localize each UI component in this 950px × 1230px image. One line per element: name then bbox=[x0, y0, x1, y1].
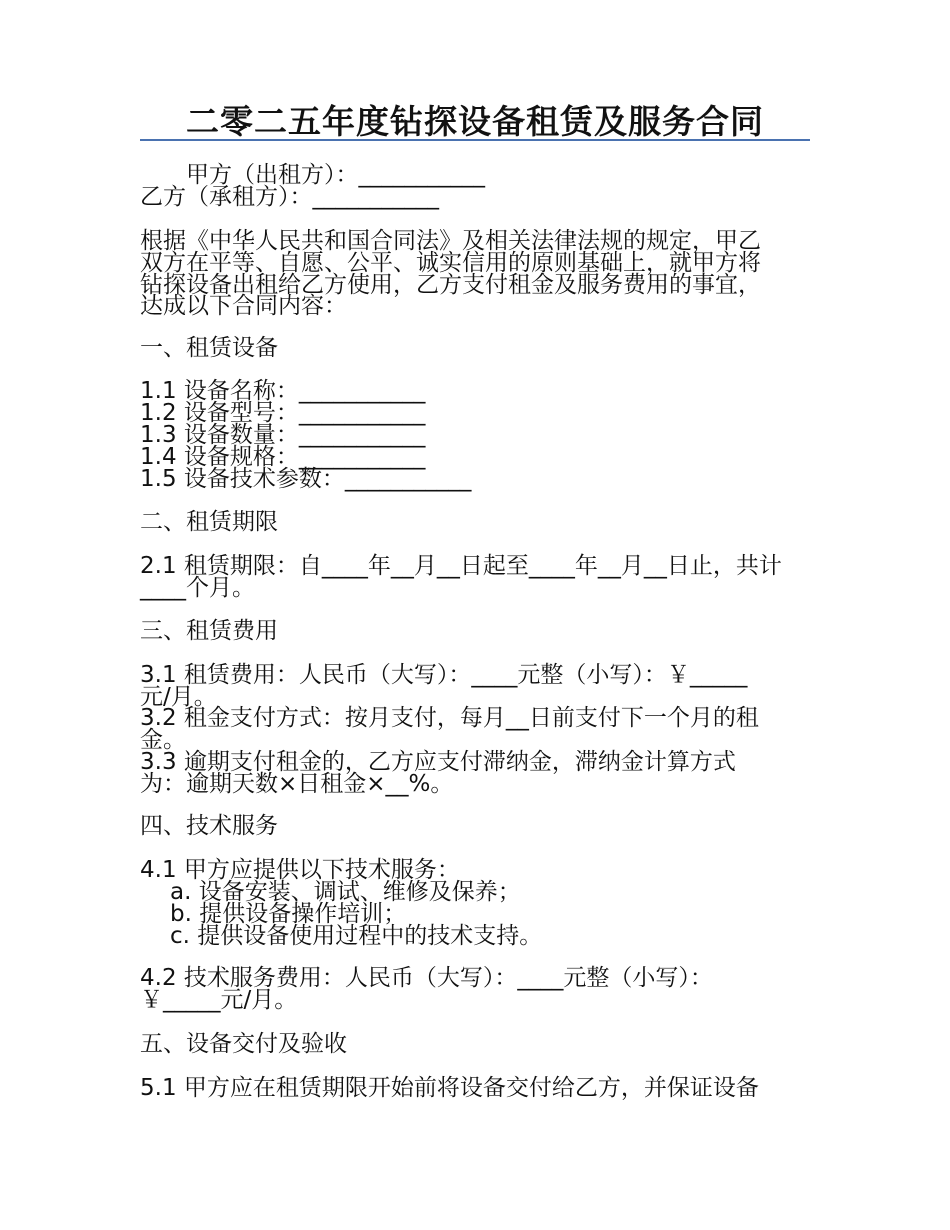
equipment-item: 1.4 设备规格：___________ bbox=[140, 444, 426, 470]
service-item: c. 提供设备使用过程中的技术支持。 bbox=[170, 923, 543, 949]
service-line: 4.2 技术服务费用：人民币（大写）：____元整（小写）： bbox=[140, 965, 713, 991]
preamble-line: 根据《中华人民共和国合同法》及相关法律法规的规定，甲乙 bbox=[140, 228, 761, 254]
delivery-line: 5.1 甲方应在租赁期限开始前将设备交付给乙方，并保证设备 bbox=[140, 1075, 759, 1101]
service-line: ￥_____元/月。 bbox=[140, 987, 298, 1013]
fee-line: 3.3 逾期支付租金的，乙方应支付滞纳金，滞纳金计算方式 bbox=[140, 749, 736, 775]
term-line: 2.1 租赁期限：自____年__月__日起至____年__月__日止，共计 bbox=[140, 553, 782, 579]
equipment-item: 1.5 设备技术参数：___________ bbox=[140, 466, 472, 492]
service-item: a. 设备安装、调试、维修及保养； bbox=[170, 879, 521, 905]
preamble-line: 达成以下合同内容： bbox=[140, 293, 347, 319]
equipment-item: 1.2 设备型号：___________ bbox=[140, 400, 426, 426]
equipment-item: 1.3 设备数量：___________ bbox=[140, 422, 426, 448]
preamble-line: 钻探设备出租给乙方使用，乙方支付租金及服务费用的事宜， bbox=[140, 272, 761, 298]
service-item: b. 提供设备操作培训； bbox=[170, 901, 407, 927]
document-title: 二零二五年度钻探设备租赁及服务合同 bbox=[186, 102, 764, 141]
party-b-line: 乙方（承租方）：___________ bbox=[140, 184, 439, 210]
fee-line: 为：逾期天数×日租金×__%。 bbox=[140, 771, 454, 797]
fee-line: 金。 bbox=[140, 727, 186, 753]
section-heading-3: 三、租赁费用 bbox=[140, 618, 278, 644]
section-heading-1: 一、租赁设备 bbox=[140, 335, 278, 361]
section-heading-4: 四、技术服务 bbox=[140, 813, 278, 839]
service-line: 4.1 甲方应提供以下技术服务： bbox=[140, 857, 460, 883]
party-a-line: 甲方（出租方）：___________ bbox=[186, 162, 485, 188]
fee-line: 元/月。 bbox=[140, 684, 217, 710]
term-line: ____个月。 bbox=[140, 575, 255, 601]
equipment-item: 1.1 设备名称：___________ bbox=[140, 378, 426, 404]
section-heading-2: 二、租赁期限 bbox=[140, 509, 278, 535]
title-underline bbox=[140, 139, 810, 141]
section-heading-5: 五、设备交付及验收 bbox=[140, 1031, 347, 1057]
fee-line: 3.1 租赁费用：人民币（大写）：____元整（小写）：￥_____ bbox=[140, 662, 748, 688]
preamble-line: 双方在平等、自愿、公平、诚实信用的原则基础上，就甲方将 bbox=[140, 250, 761, 276]
fee-line: 3.2 租金支付方式：按月支付，每月__日前支付下一个月的租 bbox=[140, 705, 759, 731]
